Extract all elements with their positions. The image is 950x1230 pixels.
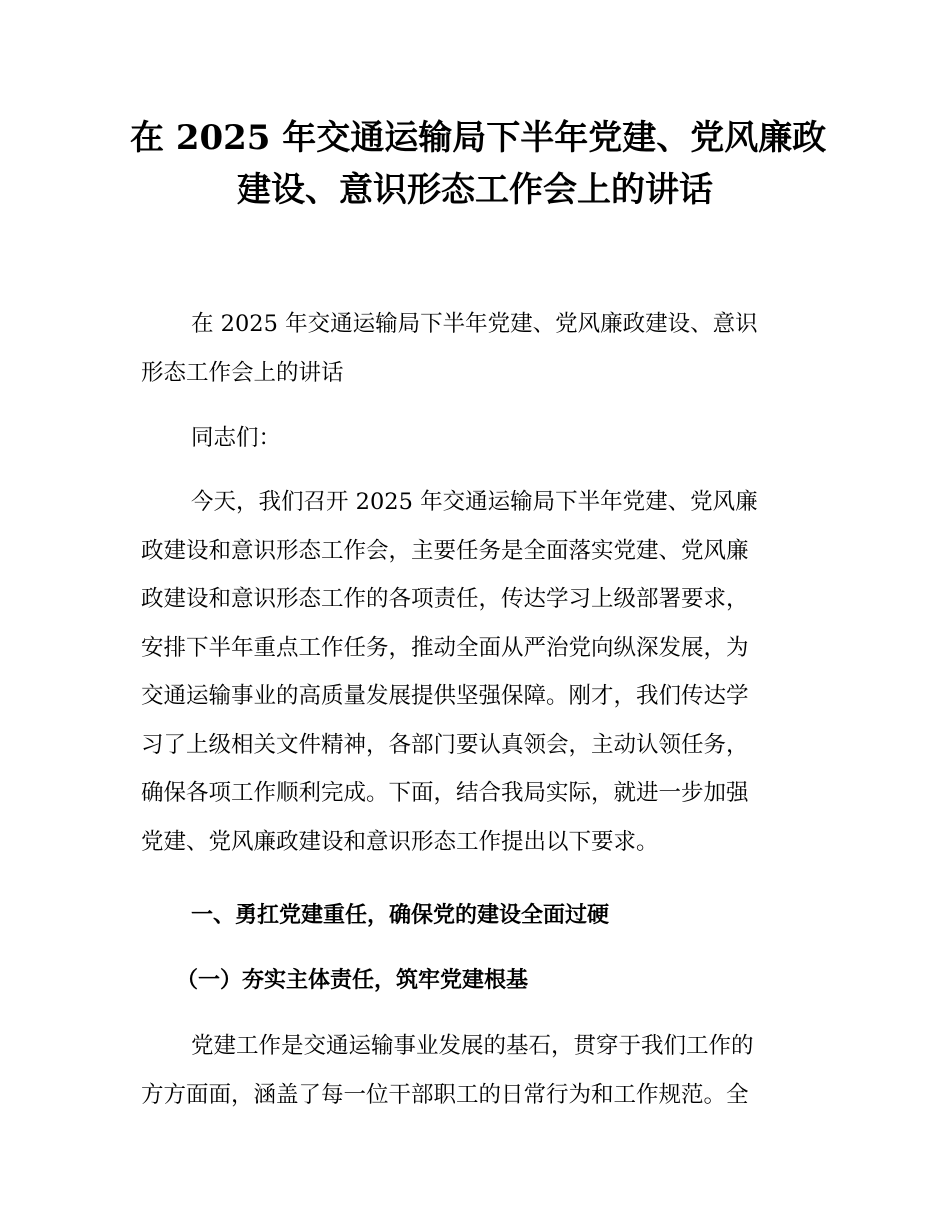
body-paragraph: [141, 1022, 811, 1119]
paragraph-line: 交通运输事业的高质量发展提供坚强保障。刚才，我们传达学: [141, 683, 749, 709]
paragraph-line: 党建工作是交通运输事业发展的基石，贯穿于我们工作的: [191, 1033, 754, 1059]
document-title: [130, 112, 827, 216]
paragraph-line: 今天，我们召开 2025 年交通运输局下半年党建、党风廉: [191, 489, 758, 515]
intro-paragraph: [141, 478, 811, 866]
paragraph-line: 政建设和意识形态工作会，主要任务是全面落实党建、党风廉: [141, 537, 749, 564]
subsection-heading: （一）夯实主体责任，筑牢党建根基: [176, 968, 529, 993]
paragraph-line: 形态工作会上的讲话: [141, 359, 344, 386]
paragraph-line: 确保各项工作顺利完成。下面，结合我局实际，就进一步加强: [141, 780, 749, 806]
greeting: [141, 414, 811, 463]
section-heading: 一、勇扛党建重任，确保党的建设全面过硬: [191, 903, 610, 928]
subtitle-paragraph: [141, 300, 811, 397]
paragraph-line: 在 2025 年交通运输局下半年党建、党风廉政建设、意识: [191, 311, 758, 337]
paragraph-line: 党建、党风廉政建设和意识形态工作提出以下要求。: [141, 828, 659, 855]
paragraph-line: 安排下半年重点工作任务，推动全面从严治党向纵深发展，为: [141, 634, 749, 661]
paragraph-line: 政建设和意识形态工作的各项责任，传达学习上级部署要求，: [141, 586, 749, 612]
paragraph-line: 同志们：: [191, 425, 282, 451]
paragraph-line: 习了上级相关文件精神，各部门要认真领会，主动认领任务，: [141, 731, 749, 758]
paragraph-line: 方方面面，涵盖了每一位干部职工的日常行为和工作规范。全: [141, 1081, 749, 1108]
title-line: 建设、意识形态工作会上的讲话: [237, 170, 713, 210]
title-line: 在 2025 年交通运输局下半年党建、党风廉政: [130, 118, 827, 158]
